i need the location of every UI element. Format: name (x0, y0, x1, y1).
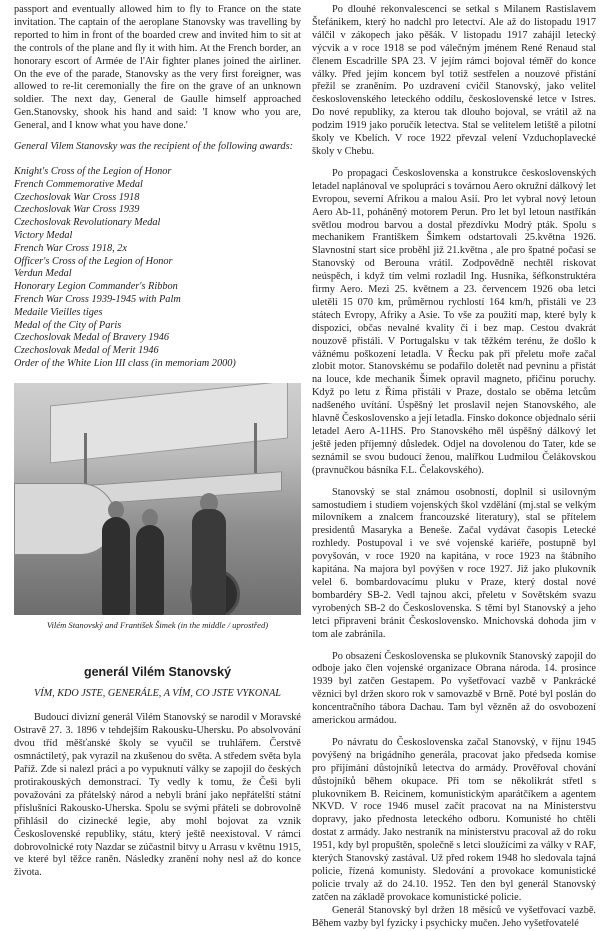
person-figure (192, 509, 226, 615)
article-title: generál Vilém Stanovský (83, 664, 232, 679)
photo-caption: Vilém Stanovský and František Šimek (in the middle / uprostřed) (46, 619, 269, 630)
award-item: French War Cross 1918, 2x (14, 242, 127, 254)
award-item: French War Cross 1939-1945 with Palm (14, 293, 181, 305)
left-column (14, 4, 301, 880)
award-item: Knight's Cross of the Legion of Honor (14, 165, 172, 177)
paragraph-postwar: Po návratu do Československa začal Stanovský, v říjnu 1945 povýšený na brigádního generála, pracovat jako předseda komise pro přijímání důstojníků letectva do armády. Prověřoval chování důstojníků během okupace. Při tom se několikrát střetl s plukovníkem B. Reicinem, komunistickým aparátčíkem a agentem NKVD. V roce 1946 musel začít pracovat na na Ministerstvu dopravy, jako přednosta leteckého odboru. Komunisté ho chtěli dostat z armády. Jako nestraník na ministerstvu pracoval až do roku 1951, kdy byl propuštěn, společně s letci sloužícími za války v RAF, kterých Stanovský zastával. Už před rokem 1948 ho sledovala tajná policie, řízená komunisty. Sledování a provokace komunistické policie trvaly až do 24.10. 1952. Ten den byl generál Stanovský zatčen na základě provokace komunistické policie. (312, 736, 596, 903)
awards-list (14, 166, 301, 371)
paragraph-recovery: Po dlouhé rekonvalescenci se setkal s Milanem Rastislavem Štefánikem, který ho nadchl pro letectví. Ale až do listopadu 1917 válčil v zákopech jako pěšák. V listopadu 1917 zahájil letecký výcvik a v roce 1918 se pod válečným jménem René Renaud stal členem Escadrille SPA 23. V jejím rámci bojoval téměř do konce války. Před jejím koncem byl totiž sestřelen a nouzové přistání přežil se zraněním. Po uzdravení cvičil Stanovský, jako velitel československého leteckého oddílu, československé letce v Istres. Do nové republiky, za kterou tak dlouho bojoval, se vrátil až na podzim 1919 jako poručík letectva. Stal se velitelem letiště a pilotní školy ve Kbelích. V roce 1922 převzal velení Vzduchoplavecké školy v Chebu. (312, 4, 596, 157)
paragraph-career: Stanovský se stal známou osobností, doplnil si usilovným samostudiem i studiem vojenských škol vzdělání (mj.stal se velkým milovníkem a znalcem francouzské literatury), stal se přítelem presidentů Masaryka a Beneše. Začal vydávat časopis Letecké rozhledy. Postupoval i ve své vojenské kariéře, postupně byl povyšován, v roce 1920 na kapitána, v roce 1923 na štábního kapitána. Na majora byl povýšen v roce 1927. Již jako plukovník velel 6. bombardovacímu pluku v Praze, který dostal nové bombardéry SB-2. Vedl tajnou akci, přeletu v Sovětském svazu vyrobených SB-2 do Československa. S těmi byl Stanovský a jeho letci připraveni bránit Československo. Mnichovská dohoda jim v tom ale zabránila. (312, 486, 596, 640)
award-item: Czechoslovak Medal of Bravery 1946 (14, 332, 169, 344)
biplane-fuselage (14, 483, 116, 555)
person-figure (102, 517, 130, 615)
paragraph-long-flight: Po propagaci Československa a konstrukce československých letadel naplánoval ve spolupráci s továrnou Aero okružní dálkový let Evropou, severní Afrikou a malou Asií. Pro let vybral nový letoun Aero Ab-11, poháněný motorem Perun. Pro let byl letoun nastříkán světlou modrou barvou a dostal přezdívku Modrý pták. Spolu s mechanikem Františkem Šimkem odstartovali 25.května 1926. Slavnostní start sice proběhl již 21.května , ale pro špatné počasí se Stanovský od Berouna vrátil. Zodpovědně nechtěl riskovat neúspěch, i když tím velmi rozladil Ing. Husníka, šéfkonstruktéra firmy Aero. Mezi 25. květnem a 23. červencem 1926 oba letci uletěli 15 070 km, průměrnou rychlostí 164 km/h, přistáli ve 23 státech Evropy, Afriky a Asie. To vše za použití map, které byly k dispozici, občas nevalné kvality či i bez map. Cestou dvakrát nouzově přistáli. V Portugalsku v tak těžkém terénu, že došlo k vážnému poškození letadla. V Řecku pak při přeletu moře začal zlobit motor. Stanovskému se podařilo doletět nad pevninu a přistát na louce, kde mechanik Šimek opravil magneto, přičinu poruchy. Když po letu z Říma přistáli v Praze, dostalo se oběma letcům nadšeného uvítání. Úspěšný let proslavil nejen Stanovského, ale hlavně Československo a její letadla. Finsko dokonce objednalo sérii letadel Aero A-11HS. Pro Stanovského měl úspěšný dálkový let ještě jeden příjemný důsledek. Odjel na dovolenou do Tater, kde se seznámil se svou budoucí ženou, malířkou Ludmilou Čelákovskou (pravnučkou básníka F.L. Čelakovského). (312, 167, 596, 476)
paragraph-resistance: Po obsazení Československa se plukovník Stanovský zapojil do odboje jako člen vojenské organizace Obrana národa. 14. prosince 1939 byl zatčen Gestapem. Po vyšetřovací vazbě v Pankrácké věznici byl držen skoro rok v samovazbě v Brně. Poté byl poslán do koncentračního tábora Dachau. Tam byl vězněn až do osvobození americkou armádou. (312, 650, 596, 727)
award-item: Medaile Vieilles tiges (14, 306, 103, 318)
award-item: Victory Medal (14, 229, 73, 241)
person-figure (136, 525, 164, 615)
bio-paragraph: Budoucí divizní generál Vilém Stanovský se narodil v Moravské Ostravě 27. 3. 1896 v tehdejším Rakousku-Uhersku. Po absolvování dvou tříd měšťanské školy se vyučil se truhlářem. Čerstvě osmnáctiletý, pak vyrazil na zkušenou do světa. A středem světa byla Paříž. Zde si nalezl práci a po vypuknutí války se zapojil do českých protirakouských demonstrací. Ty vedly k tomu, že Češi byli považováni za přátelský národ a nebyli brání jako nepřátelští státní příslušníci Rakousko-Uherska. Spolu se svými přáteli se dobrovolně přihlásil do cizinecké legie, aby mohl bojovat za vznik Československé republiky, státu, který ještě neexistoval. V rámci dobrovolnické roty Nazdar se zúčastnil bitvy u Arrasu v květnu 1915, ve které byl těžce raněn. Následky zranění nohy nesl až do konce života. (14, 712, 301, 879)
awards-intro: General Vilem Stanovsky was the recipient of the following awards: (14, 141, 294, 153)
intro-paragraph: passport and eventually allowed him to fly to France on the state invitation. The captain of the aeroplane Stanovsky was travelling by reported to him in front of the boarded crew and invited him to sit at the controls of the plane and fly it with him. At the French border, an honorary escort of Armée de l'Air fighter planes joined the airliner. On the eve of the parade, Stanovsky as the very first foreigner, was allowed to re-lit ceremonially the fire on the grave of an unknown soldier. The next day, General de Gaulle himself approached Gen.Stanovsky, shook his hand and said: 'I know who you are, General, and I know what you have done.' (14, 4, 301, 132)
award-item: Officer's Cross of the Legion of Honor (14, 255, 173, 267)
award-item: French Commemorative Medal (14, 178, 143, 190)
award-item: Medal of the City of Paris (14, 319, 122, 331)
award-item: Verdun Medal (14, 268, 72, 280)
paragraph-custody: Generál Stanovský byl držen 18 měsíců ve vyšetřovací vazbě. Během vazby byl fyzicky i psychicky mučen. Jeho vyšetřovatelé (312, 904, 596, 929)
award-item: Czechoslovak War Cross 1918 (14, 191, 140, 203)
right-column (312, 4, 596, 931)
award-item: Czechoslovak Medal of Merit 1946 (14, 345, 159, 357)
historical-photo (14, 383, 301, 615)
award-item: Honorary Legion Commander's Ribbon (14, 281, 178, 293)
article-subtitle: VÍM, KDO JSTE, GENERÁLE, A VÍM, CO JSTE VYKONAL (34, 687, 281, 699)
award-item: Czechoslovak Revolutionary Medal (14, 217, 161, 229)
award-item: Czechoslovak War Cross 1939 (14, 204, 140, 216)
award-item: Order of the White Lion III class (in memoriam 2000) (14, 357, 236, 369)
